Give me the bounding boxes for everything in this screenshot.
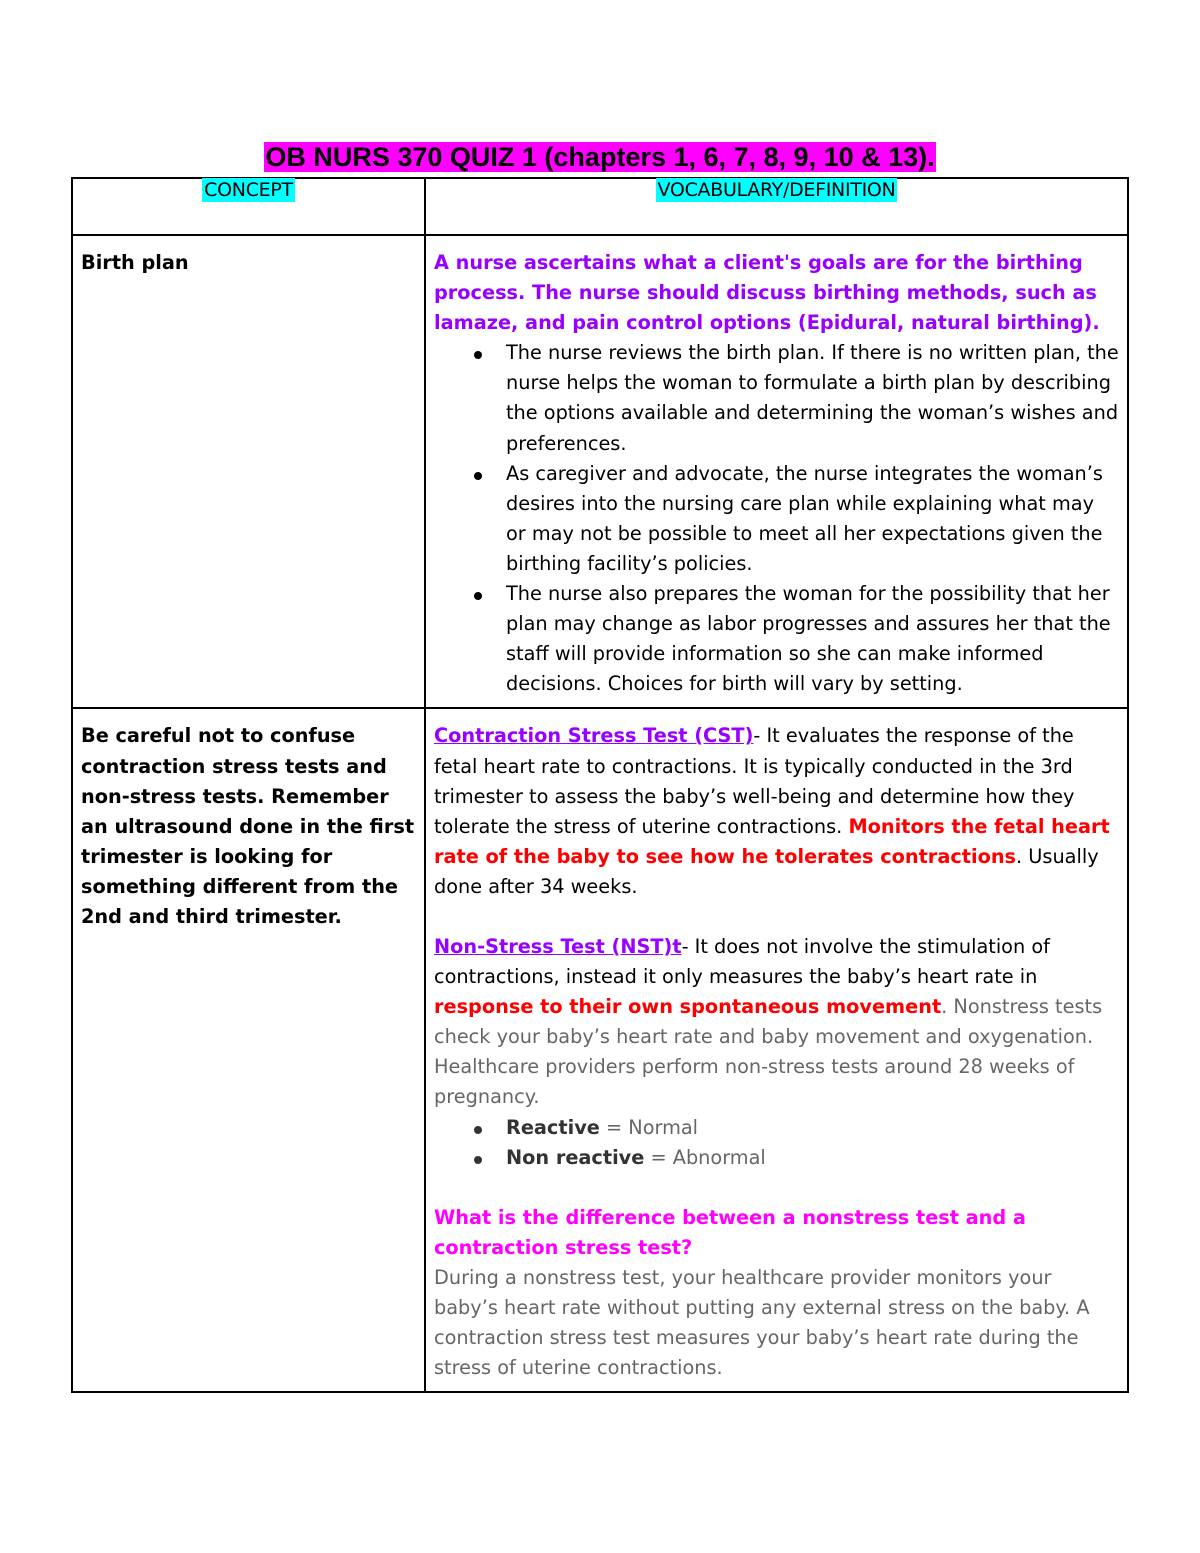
difference-question: What is the difference between a nonstress test and a contraction stress test? <box>434 1205 1026 1259</box>
nst-highlight: response to their own spontaneous movement <box>434 995 942 1019</box>
nst-results-list <box>434 1113 1119 1173</box>
table-row <box>72 708 1128 1392</box>
cst-tail: . Usually done after 34 weeks. <box>434 844 1099 898</box>
definition-cell <box>425 708 1128 1392</box>
birth-plan-list <box>434 338 1119 699</box>
result-term: Non reactive <box>506 1145 645 1169</box>
concept-cell <box>72 708 425 1392</box>
cst-link[interactable]: Contraction Stress Test (CST) <box>434 724 754 748</box>
cst-text: - It evaluates the response of the fetal heart rate to contractions. It is typically conducted in the 3rd trimester to assess the baby’s well-being and determine how they tolerate the stress of uterine contractions. <box>434 724 1075 838</box>
list-item: As caregiver and advocate, the nurse integrates the woman’s desires into the nursing care plan while explaining what may or may not be possible to meet all her expectations given the birthing facility’s policies. <box>506 459 1119 579</box>
nst-gray-text: . Nonstress tests check your baby’s heart rate and baby movement and oxygenation. Healthcare providers perform non-stress tests around 28 weeks of pregnancy. <box>434 995 1103 1109</box>
header-concept: CONCEPT <box>204 179 293 201</box>
result-value: = Abnormal <box>650 1145 766 1169</box>
result-term: Reactive <box>506 1115 600 1139</box>
list-item <box>506 1143 1119 1173</box>
table-row <box>72 235 1128 708</box>
definition-cell <box>425 235 1128 708</box>
nst-text: - It does not involve the stimulation of contractions, instead it only measures the baby’s heart rate in <box>434 934 1050 989</box>
cst-paragraph <box>434 721 1119 902</box>
title-block <box>0 140 1200 174</box>
concept-stress-tests: Be careful not to confuse contraction stress tests and non-stress tests. Remember an ultrasound done in the first trimester is looking for something different from the 2nd and third trimester. <box>81 724 415 928</box>
page-title: OB NURS 370 QUIZ 1 (chapters 1, 6, 7, 8, 9, 10 & 13). <box>265 142 935 172</box>
difference-answer: During a nonstress test, your healthcare provider monitors your baby’s heart rate without putting any external stress on the baby. A contraction stress test measures your baby’s heart rate during the stress of uterine contractions. <box>434 1265 1090 1380</box>
concept-cell <box>72 235 425 708</box>
header-definition: VOCABULARY/DEFINITION <box>657 179 896 201</box>
list-item <box>506 1113 1119 1143</box>
table-header-row <box>72 178 1128 235</box>
concept-birth-plan: Birth plan <box>81 251 189 274</box>
header-definition-cell <box>425 178 1128 235</box>
birth-plan-intro: A nurse ascertains what a client's goals are for the birthing process. The nurse should discuss birthing methods, such as lamaze, and pain control options (Epidural, natural birthing). <box>434 251 1100 335</box>
nst-link[interactable]: Non-Stress Test (NST)t <box>434 934 682 958</box>
cst-highlight: Monitors the fetal heart rate of the baby to see how he tolerates contractions <box>434 814 1110 868</box>
list-item: The nurse reviews the birth plan. If there is no written plan, the nurse helps the woman to formulate a birth plan by describing the options available and determining the woman’s wishes and preferences. <box>506 338 1119 458</box>
nst-paragraph <box>434 932 1119 1113</box>
list-item: The nurse also prepares the woman for the possibility that her plan may change as labor progresses and assures her that the staff will provide information so she can make informed decisions. Choices for birth will vary by setting. <box>506 579 1119 699</box>
result-value: = Normal <box>605 1115 699 1139</box>
concept-table <box>71 177 1129 1393</box>
header-concept-cell <box>72 178 425 235</box>
